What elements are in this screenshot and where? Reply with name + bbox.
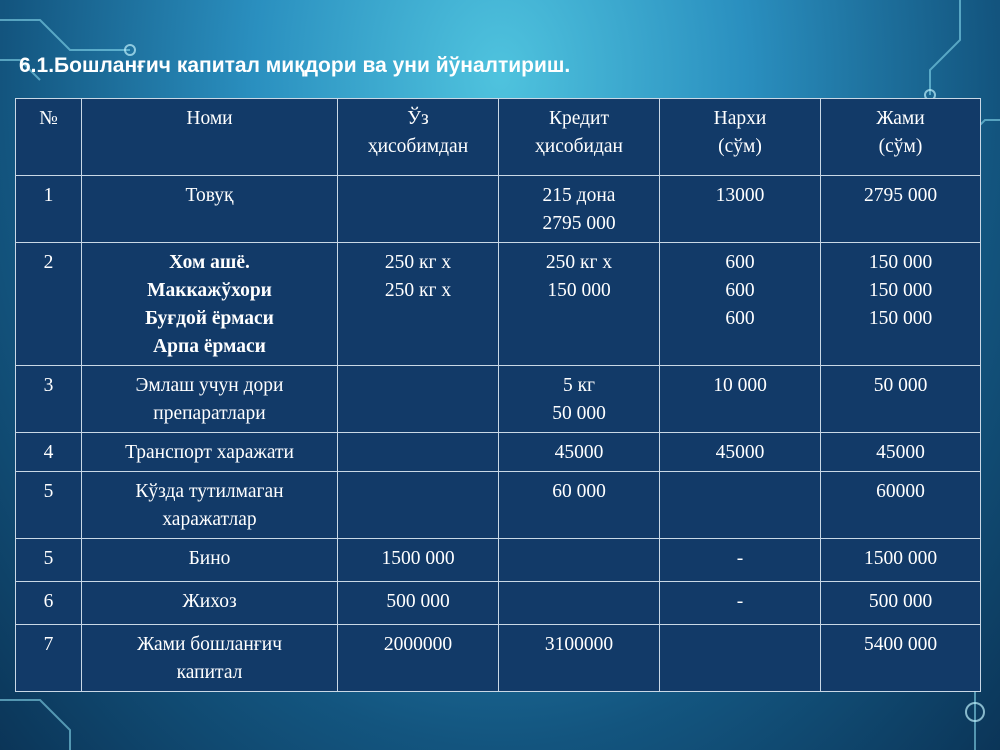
cell-name: Бино — [82, 539, 338, 582]
cell-total: 5400 000 — [821, 625, 981, 692]
header-num: № — [16, 99, 82, 176]
cell-total: 60000 — [821, 472, 981, 539]
cell-num: 5 — [16, 539, 82, 582]
cell-name: Хом ашё. Маккажўхори Буғдой ёрмаси Арпа ёрмаси — [82, 243, 338, 366]
table-header-row — [16, 99, 981, 176]
cell-own: 500 000 — [338, 582, 499, 625]
table-row — [16, 582, 981, 625]
cell-price: - — [660, 539, 821, 582]
cell-total: 150 000 150 000 150 000 — [821, 243, 981, 366]
cell-own: 1500 000 — [338, 539, 499, 582]
cell-own — [338, 433, 499, 472]
page-title: 6.1.Бошланғич капитал миқдори ва уни йўналтириш. — [19, 54, 571, 77]
cell-num: 7 — [16, 625, 82, 692]
cell-credit: 60 000 — [499, 472, 660, 539]
header-credit: Кредит ҳисобидан — [499, 99, 660, 176]
cell-price — [660, 472, 821, 539]
cell-name: Жами бошланғич капитал — [82, 625, 338, 692]
cell-own — [338, 472, 499, 539]
cell-own — [338, 176, 499, 243]
cell-num: 3 — [16, 366, 82, 433]
cell-name: Транспорт харажати — [82, 433, 338, 472]
cell-num: 4 — [16, 433, 82, 472]
cell-credit — [499, 582, 660, 625]
table-row — [16, 366, 981, 433]
cell-credit: 3100000 — [499, 625, 660, 692]
cell-total: 500 000 — [821, 582, 981, 625]
cell-credit: 250 кг х 150 000 — [499, 243, 660, 366]
cell-credit: 45000 — [499, 433, 660, 472]
header-name: Номи — [82, 99, 338, 176]
cell-name: Товуқ — [82, 176, 338, 243]
cell-own: 2000000 — [338, 625, 499, 692]
cell-price: 10 000 — [660, 366, 821, 433]
table-row — [16, 625, 981, 692]
capital-table — [15, 98, 981, 692]
cell-price: - — [660, 582, 821, 625]
cell-price: 13000 — [660, 176, 821, 243]
table-row — [16, 176, 981, 243]
table-row — [16, 539, 981, 582]
cell-total: 50 000 — [821, 366, 981, 433]
cell-own — [338, 366, 499, 433]
cell-credit: 215 дона 2795 000 — [499, 176, 660, 243]
cell-num: 1 — [16, 176, 82, 243]
cell-total: 2795 000 — [821, 176, 981, 243]
cell-total: 45000 — [821, 433, 981, 472]
cell-num: 2 — [16, 243, 82, 366]
cell-price — [660, 625, 821, 692]
cell-name: Жихоз — [82, 582, 338, 625]
cell-price: 45000 — [660, 433, 821, 472]
cell-credit: 5 кг 50 000 — [499, 366, 660, 433]
table-row — [16, 472, 981, 539]
cell-name: Кўзда тутилмаган харажатлар — [82, 472, 338, 539]
table-row — [16, 433, 981, 472]
cell-total: 1500 000 — [821, 539, 981, 582]
cell-num: 6 — [16, 582, 82, 625]
cell-price: 600 600 600 — [660, 243, 821, 366]
table-row — [16, 243, 981, 366]
cell-name: Эмлаш учун дори препаратлари — [82, 366, 338, 433]
cell-own: 250 кг х 250 кг х — [338, 243, 499, 366]
header-total: Жами (сўм) — [821, 99, 981, 176]
header-price: Нархи (сўм) — [660, 99, 821, 176]
cell-credit — [499, 539, 660, 582]
cell-num: 5 — [16, 472, 82, 539]
header-own: Ўз ҳисобимдан — [338, 99, 499, 176]
